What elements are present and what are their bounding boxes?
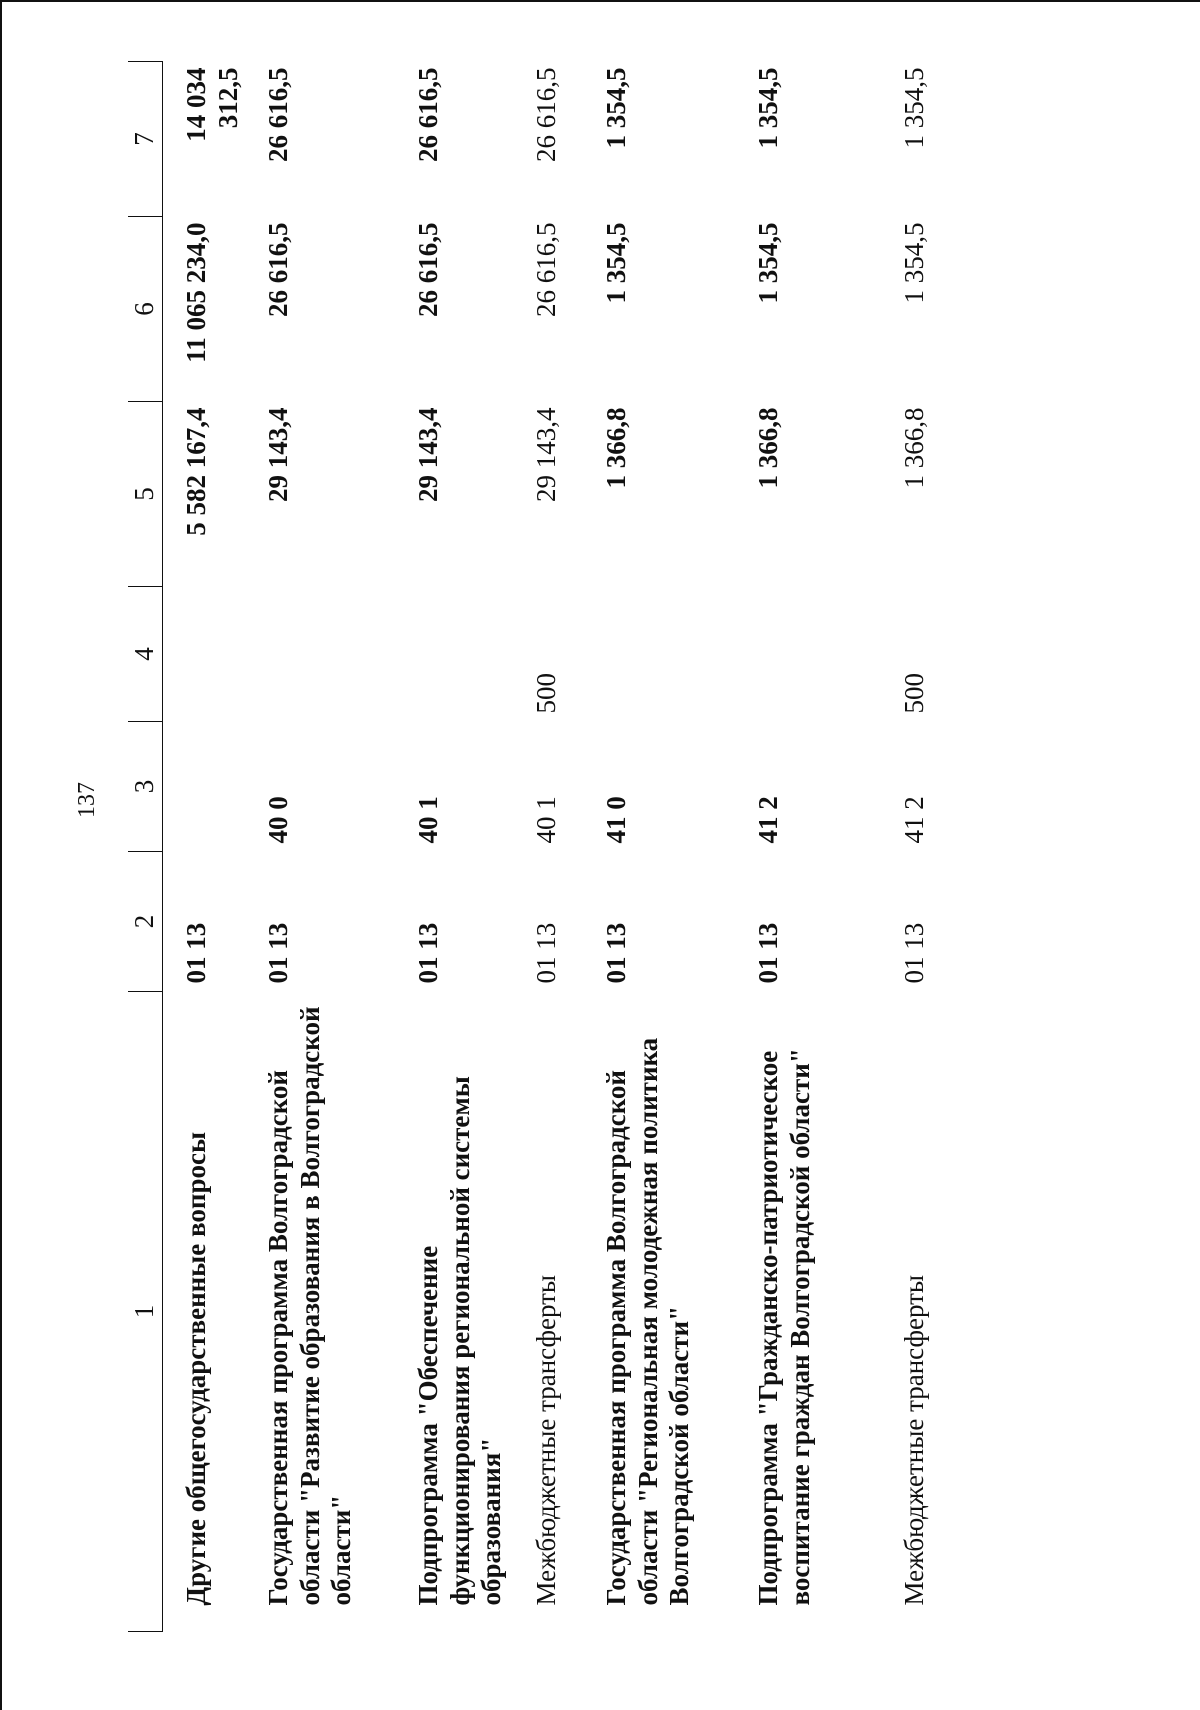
header-col-3: 3 <box>128 722 163 852</box>
budget-table <box>128 61 949 1632</box>
row-amount-col5: 29 143,4 <box>530 407 561 502</box>
row-program-code: 40 0 <box>262 796 293 844</box>
header-col-5: 5 <box>128 402 163 587</box>
row-amount-col6: 26 616,5 <box>412 222 443 317</box>
row-section-code: 01 13 <box>898 922 929 984</box>
row-amount-col7: 14 034 312,5 <box>181 67 243 142</box>
row-section-code: 01 13 <box>262 922 293 984</box>
row-name: Другие общегосударственные вопросы <box>181 1131 211 1606</box>
table-row <box>395 62 513 1632</box>
row-expense-type <box>163 587 245 722</box>
row-expense-type <box>245 587 395 722</box>
row-program-code: 41 0 <box>600 796 631 844</box>
row-amount-col5: 5 582 167,4 <box>181 407 211 536</box>
row-expense-type: 500 <box>898 673 929 714</box>
row-amount-col7: 1 354,5 <box>600 67 631 149</box>
row-program-code: 40 1 <box>530 796 561 844</box>
scan-edge-left <box>0 0 2 1710</box>
rotated-table-container <box>128 62 1078 1632</box>
row-section-code: 01 13 <box>181 922 211 984</box>
header-col-1: 1 <box>128 992 163 1632</box>
row-amount-col6: 1 354,5 <box>600 222 631 304</box>
row-expense-type: 500 <box>530 673 561 714</box>
header-col-2: 2 <box>128 852 163 992</box>
scan-edge-top <box>0 0 1200 2</box>
page-number: 137 <box>74 782 100 818</box>
row-section-code: 01 13 <box>530 922 561 984</box>
table-row <box>245 62 395 1632</box>
row-expense-type <box>583 587 735 722</box>
row-amount-col5: 29 143,4 <box>412 407 443 502</box>
table-row <box>163 62 245 1632</box>
row-amount-col6: 26 616,5 <box>262 222 293 317</box>
row-amount-col5: 1 366,8 <box>752 407 783 489</box>
row-amount-col6: 11 065 234,0 <box>181 222 211 363</box>
row-amount-col7: 1 354,5 <box>752 67 783 149</box>
row-amount-col5: 1 366,8 <box>898 407 929 489</box>
row-amount-col7: 26 616,5 <box>530 67 561 162</box>
row-section-code: 01 13 <box>752 922 783 984</box>
row-name: Государственная программа Волгоградской области "Развитие образования в Волгоградской области" <box>262 1006 357 1606</box>
row-section-code: 01 13 <box>412 922 443 984</box>
row-amount-col6: 26 616,5 <box>530 222 561 317</box>
row-amount-col7: 26 616,5 <box>262 67 293 162</box>
table-header-row <box>128 62 163 1632</box>
header-col-4: 4 <box>128 587 163 722</box>
row-program-code <box>163 722 245 852</box>
header-col-7: 7 <box>128 62 163 217</box>
row-amount-col5: 29 143,4 <box>262 407 293 502</box>
header-col-6: 6 <box>128 217 163 402</box>
row-amount-col6: 1 354,5 <box>752 222 783 304</box>
row-amount-col6: 1 354,5 <box>898 222 929 304</box>
row-expense-type <box>735 587 881 722</box>
row-amount-col7: 1 354,5 <box>898 67 929 149</box>
row-section-code: 01 13 <box>600 922 631 984</box>
row-program-code: 41 2 <box>752 796 783 844</box>
row-name: Подпрограмма "Обеспечение функционирования региональной системы образования" <box>412 1076 507 1606</box>
table-row <box>583 62 735 1632</box>
row-amount-col7: 26 616,5 <box>412 67 443 162</box>
row-program-code: 41 2 <box>898 796 929 844</box>
table-row <box>513 62 583 1632</box>
row-name: Межбюджетные трансферты <box>898 1274 929 1606</box>
table-row <box>881 62 949 1632</box>
table-row <box>735 62 881 1632</box>
row-amount-col5: 1 366,8 <box>600 407 631 489</box>
row-name: Государственная программа Волгоградской области "Региональная молодежная политика Волгоградской области" <box>600 1037 695 1606</box>
row-expense-type <box>395 587 513 722</box>
row-program-code: 40 1 <box>412 796 443 844</box>
row-name: Межбюджетные трансферты <box>530 1274 561 1606</box>
row-name: Подпрограмма "Гражданско-патриотическое воспитание граждан Волгоградской области" <box>752 1048 815 1606</box>
